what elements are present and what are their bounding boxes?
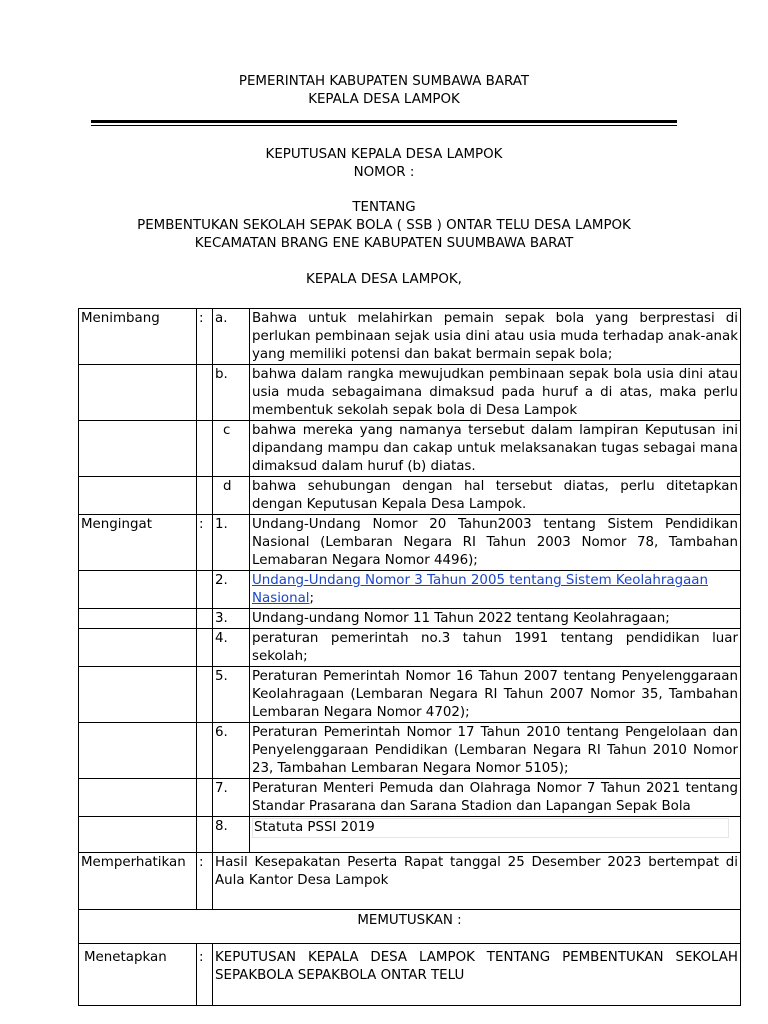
memutuskan-heading: MEMUTUSKAN :	[79, 910, 741, 944]
header-government: PEMERINTAH KABUPATEN SUMBAWA BARAT	[238, 74, 530, 89]
item-text: Undang-Undang Nomor 20 Tahun2003 tentang Sistem Pendidikan Nasional (Lembaran Negara RI Tahun 2003 Nomor 78, Tambahan Lemabaran Negara Nomor 4496);	[250, 515, 741, 571]
menimbang-label: Menimbang	[79, 309, 197, 365]
item-text: Statuta PSSI 2019	[252, 818, 729, 838]
mengingat-row-8	[79, 817, 741, 853]
memperhatikan-text: Hasil Kesepakatan Peserta Rapat tanggal 25 Desember 2023 bertempat di Aula Kantor Desa Lampok	[213, 853, 741, 910]
memperhatikan-row	[79, 853, 741, 910]
item-number: 8.	[213, 817, 250, 853]
mengingat-row-3	[79, 609, 741, 629]
item-number: 5.	[213, 667, 250, 723]
item-number: b.	[213, 365, 250, 421]
decision-number: NOMOR :	[353, 165, 415, 180]
menimbang-row-c	[79, 421, 741, 477]
subject-line-2: KECAMATAN BRANG ENE KABUPATEN SUUMBAWA BARAT	[194, 236, 574, 251]
item-text: bahwa mereka yang namanya tersebut dalam lampiran Keputusan ini dipandang mampu dan cakap untuk melaksanakan tugas sebagai mana dimaksud dalam huruf (b) diatas.	[250, 421, 741, 477]
item-text-suffix: ;	[309, 591, 315, 606]
decision-table	[78, 308, 741, 1006]
colon: :	[197, 853, 213, 910]
item-text: Peraturan Pemerintah Nomor 17 Tahun 2010 tentang Pengelolaan dan Penyelenggaraan Pendidikan (Lembaran Negara RI Tahun 2010 Nomor 23, Tambahan Lembaran Negara Nomor 5105);	[250, 723, 741, 779]
menimbang-row-b	[79, 365, 741, 421]
subject-line-1: PEMBENTUKAN SEKOLAH SEPAK BOLA ( SSB ) ONTAR TELU DESA LAMPOK	[137, 218, 631, 233]
item-text	[250, 571, 741, 609]
menimbang-row-a	[79, 309, 741, 365]
item-text: Peraturan Menteri Pemuda dan Olahraga Nomor 7 Tahun 2021 tentang Standar Prasarana dan Sarana Stadion dan Lapangan Sepak Bola	[250, 779, 741, 817]
item-number: 6.	[213, 723, 250, 779]
menetapkan-row	[79, 944, 741, 1006]
header-village-head: KEPALA DESA LAMPOK	[308, 92, 460, 107]
law-link[interactable]: Undang-Undang Nomor 3 Tahun 2005 tentang Sistem Keolahragaan Nasional	[252, 573, 708, 606]
item-number: 1.	[213, 515, 250, 571]
item-number: a.	[213, 309, 250, 365]
colon: :	[197, 944, 213, 1006]
item-number: 7.	[213, 779, 250, 817]
item-number: 4.	[213, 629, 250, 667]
mengingat-row-6	[79, 723, 741, 779]
item-number: c	[213, 421, 250, 477]
official-title: KEPALA DESA LAMPOK,	[306, 272, 462, 287]
item-text: Bahwa untuk melahirkan pemain sepak bola yang berprestasi di perlukan pembinaan sejak usia dini atau usia muda terhadap anak-anak yang memiliki potensi dan bakat bermain sepak bola;	[250, 309, 741, 365]
menetapkan-text: KEPUTUSAN KEPALA DESA LAMPOK TENTANG PEMBENTUKAN SEKOLAH SEPAKBOLA SEPAKBOLA ONTAR TELU	[213, 944, 741, 1006]
colon: :	[197, 309, 213, 365]
mengingat-row-5	[79, 667, 741, 723]
mengingat-row-1	[79, 515, 741, 571]
menetapkan-label: Menetapkan	[79, 944, 197, 1006]
letterhead-rule-thick	[91, 120, 677, 123]
item-text: peraturan pemerintah no.3 tahun 1991 tentang pendidikan luar sekolah;	[250, 629, 741, 667]
item-text: Undang-undang Nomor 11 Tahun 2022 tentang Keolahragaan;	[250, 609, 741, 629]
item-number: 2.	[213, 571, 250, 609]
about-heading: TENTANG	[352, 200, 416, 215]
mengingat-label: Mengingat	[79, 515, 197, 571]
item-text: bahwa sehubungan dengan hal tersebut diatas, perlu ditetapkan dengan Keputusan Kepala Desa Lampok.	[250, 477, 741, 515]
item-text: Peraturan Pemerintah Nomor 16 Tahun 2007 tentang Penyelenggaraan Keolahragaan (Lembaran Negara RI Tahun 2007 Nomor 35, Tambahan Lembaran Negara Nomor 4702);	[250, 667, 741, 723]
item-text: bahwa dalam rangka mewujudkan pembinaan sepak bola usia dini atau usia muda sebagaimana dimaksud pada huruf a di atas, maka perlu membentuk sekolah sepak bola di Desa Lampok	[250, 365, 741, 421]
item-number: d	[213, 477, 250, 515]
memperhatikan-label: Memperhatikan	[79, 853, 197, 910]
mengingat-row-7	[79, 779, 741, 817]
mengingat-row-4	[79, 629, 741, 667]
colon: :	[197, 515, 213, 571]
letterhead-rule-thin	[91, 125, 677, 126]
menimbang-row-d	[79, 477, 741, 515]
item-number: 3.	[213, 609, 250, 629]
decision-title: KEPUTUSAN KEPALA DESA LAMPOK	[265, 147, 503, 162]
memutuskan-row	[79, 910, 741, 944]
mengingat-row-2	[79, 571, 741, 609]
